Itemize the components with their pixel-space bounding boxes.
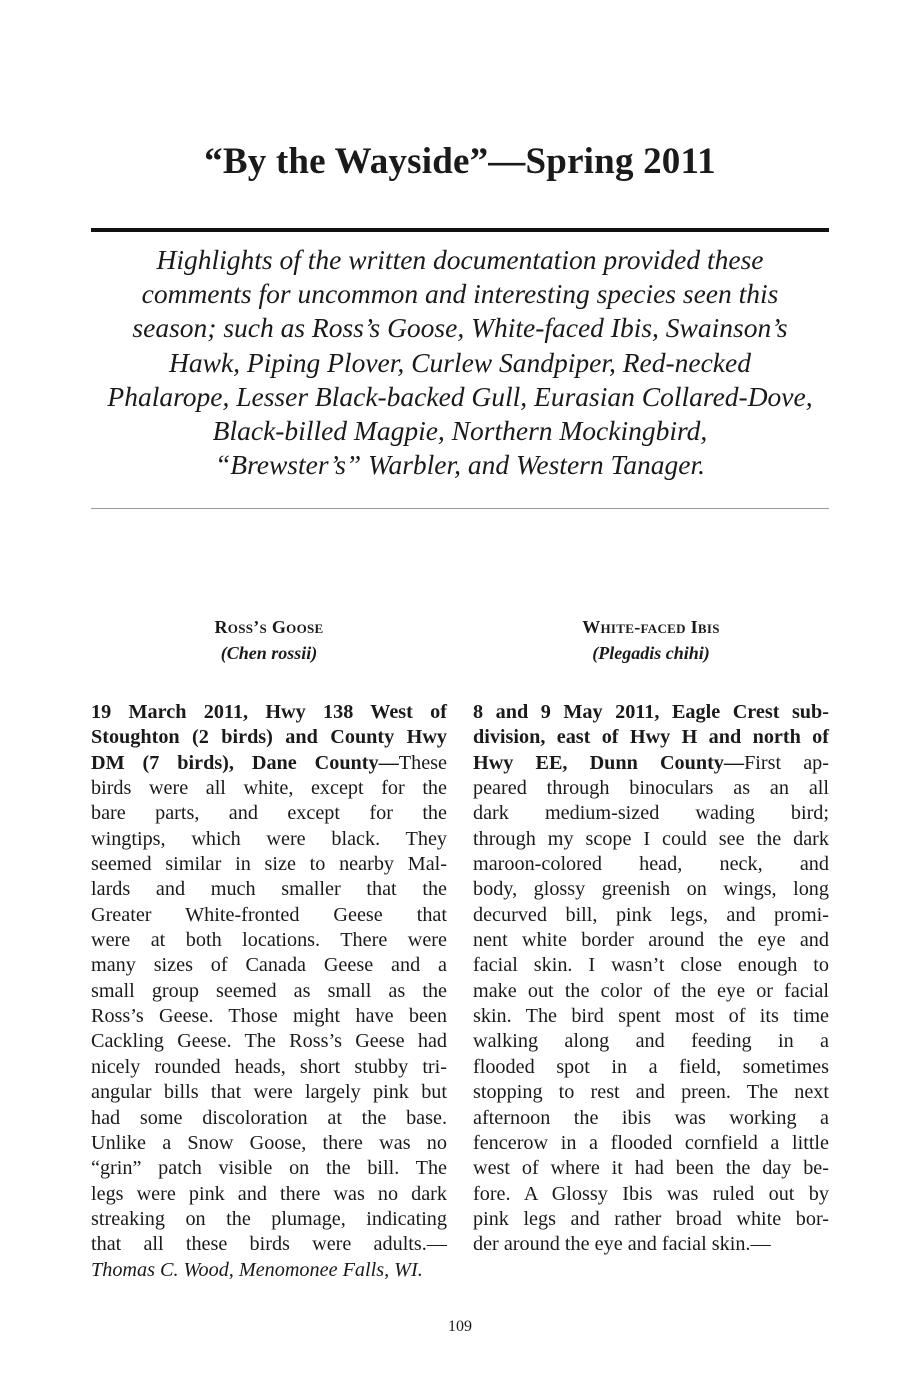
entry-body-text: fore. A Glossy Ibis was ruled out by [473,1182,829,1205]
entry-body-text: flooded spot in a field, sometimes [473,1055,829,1078]
entry-body-text: seemed similar in size to nearby Mal- [91,853,447,876]
entry-heading-text: 8 and 9 May 2011, Eagle Crest sub- [473,701,829,723]
entry-heading-text: division, east of Hwy H and north of [473,726,829,749]
body-line [473,1080,829,1105]
scientific-name: (Plegadis chihi) [592,643,710,663]
body-line [91,1004,447,1029]
body-line [473,1004,829,1029]
entry-body-text: peared through binoculars as an all [473,777,829,800]
entry-heading-text: Hwy EE, Dunn County— [473,751,745,774]
entry-body-text: Ross’s Geese. Those might have been [91,1005,447,1028]
entry-white-faced-ibis [473,614,829,1258]
entry-body-text: birds were all white, except for the [91,777,447,800]
intro-paragraph [95,243,825,482]
entry-body-text: legs were pink and there was no dark [91,1182,447,1205]
body-line [91,1131,447,1156]
body-line [91,979,447,1004]
entry-body-text: Cackling Geese. The Ross’s Geese had [91,1030,447,1053]
intro-line: Phalarope, Lesser Black-backed Gull, Eurasian Collared-Dove, [107,380,813,412]
entry-body-text: make out the color of the eye or facial [473,979,829,1002]
body-line [91,1258,447,1283]
body-line [473,852,829,877]
intro-line: Hawk, Piping Plover, Curlew Sandpiper, Red-necked [169,346,751,378]
entry-body-text: fencerow in a flooded cornfield a little [473,1131,829,1154]
body-line [473,1232,829,1257]
body-line [91,827,447,852]
entry-body-text: “grin” patch visible on the bill. The [91,1157,447,1180]
entry-body-text: Unlike a Snow Goose, there was no [91,1131,447,1154]
intro-line: Black-billed Magpie, Northern Mockingbird, [212,415,708,447]
entry-heading-text: 19 March 2011, Hwy 138 West of [91,701,447,723]
intro-line: comments for uncommon and interesting species seen this [141,278,779,310]
body-line [91,903,447,928]
body-line [473,776,829,801]
body-line [473,1156,829,1181]
entry-body-text: decurved bill, pink legs, and promi- [473,903,829,926]
intro-line: season; such as Ross’s Goose, White-faced Ibis, Swainson’s [132,312,788,344]
entry-body-text: maroon-colored head, neck, and [473,853,829,876]
body-line [91,1080,447,1105]
body-line [91,776,447,801]
body-line [91,1106,447,1131]
body-line [473,751,829,776]
entry-body-text: dark medium-sized wading bird; [473,802,829,825]
body-line [91,1029,447,1054]
body-line [91,751,447,776]
species-name: Ross’s Goose [214,617,324,637]
entry-body-text: angular bills that were largely pink but [91,1081,447,1104]
body-line [473,1207,829,1232]
body-line [473,928,829,953]
body-line [91,700,447,725]
entry-body-text: wingtips, which were black. They [91,827,447,850]
body-line [91,852,447,877]
entry-body-text: west of where it had been the day be- [473,1157,829,1180]
body-line [473,979,829,1004]
intro-line: “Brewster’s” Warbler, and Western Tanager. [214,449,705,481]
entry-body-text: facial skin. I wasn’t close enough to [473,954,829,977]
entry-body-text: These [398,751,447,774]
body-line [91,1055,447,1080]
entry-text [473,700,829,1258]
entry-body-text: small group seemed as small as the [91,979,447,1002]
entry-body-text: many sizes of Canada Geese and a [91,954,447,977]
entry-body-text: der around the eye and facial skin.— [473,1233,771,1256]
entry-heading-text: DM (7 birds), Dane County— [91,751,399,774]
entry-ross-goose [91,614,447,1283]
entry-body-text: stopping to rest and preen. The next [473,1081,829,1104]
body-line [91,1182,447,1207]
body-line [91,1232,447,1257]
body-line [91,801,447,826]
body-line [473,953,829,978]
body-line [473,903,829,928]
title-rule [91,228,829,232]
intro-line: Highlights of the written documentation provided these [156,244,764,275]
page-number: 109 [448,1318,472,1335]
body-line [473,1106,829,1131]
entry-body-text: Greater White-fronted Geese that [91,903,447,926]
entry-body-text: through my scope I could see the dark [473,827,829,850]
entry-body-text: lards and much smaller that the [91,878,447,901]
entry-body-text: nent white border around the eye and [473,929,829,952]
entry-body-text: First ap- [744,751,829,774]
entry-body-text: pink legs and rather broad white bor- [473,1207,829,1230]
body-line [473,1055,829,1080]
entry-body-text: nicely rounded heads, short stubby tri- [91,1055,447,1078]
entry-body-text: body, glossy greenish on wings, long [473,878,829,901]
entry-body-text: that all these birds were adults.— [91,1233,447,1256]
entry-heading-text: Stoughton (2 birds) and County Hwy [91,726,447,749]
entry-body-text: afternoon the ibis was working a [473,1106,829,1129]
section-divider [91,508,829,509]
body-line [473,877,829,902]
body-line [473,1029,829,1054]
page-title: “By the Wayside”—Spring 2011 [204,141,716,182]
entry-text [91,700,447,1283]
body-line [473,725,829,750]
body-line [473,801,829,826]
body-line [91,928,447,953]
body-line [91,877,447,902]
body-line [91,953,447,978]
body-line [473,1131,829,1156]
entry-body-text: streaking on the plumage, indicating [91,1207,447,1230]
entry-body-text: skin. The bird spent most of its time [473,1005,829,1028]
body-line [473,827,829,852]
entry-body-text: walking along and feeding in a [473,1030,829,1053]
body-line [473,700,829,725]
entry-body-text: were at both locations. There were [91,929,447,952]
scientific-name: (Chen rossii) [220,643,318,663]
entry-body-text: had some discoloration at the base. [91,1106,447,1129]
body-line [473,1182,829,1207]
body-line [91,1156,447,1181]
observer-credit: Thomas C. Wood, Menomonee Falls, WI. [91,1258,423,1281]
body-line [91,725,447,750]
species-name: White-faced Ibis [582,617,720,637]
entry-body-text: bare parts, and except for the [91,802,447,825]
body-line [91,1207,447,1232]
